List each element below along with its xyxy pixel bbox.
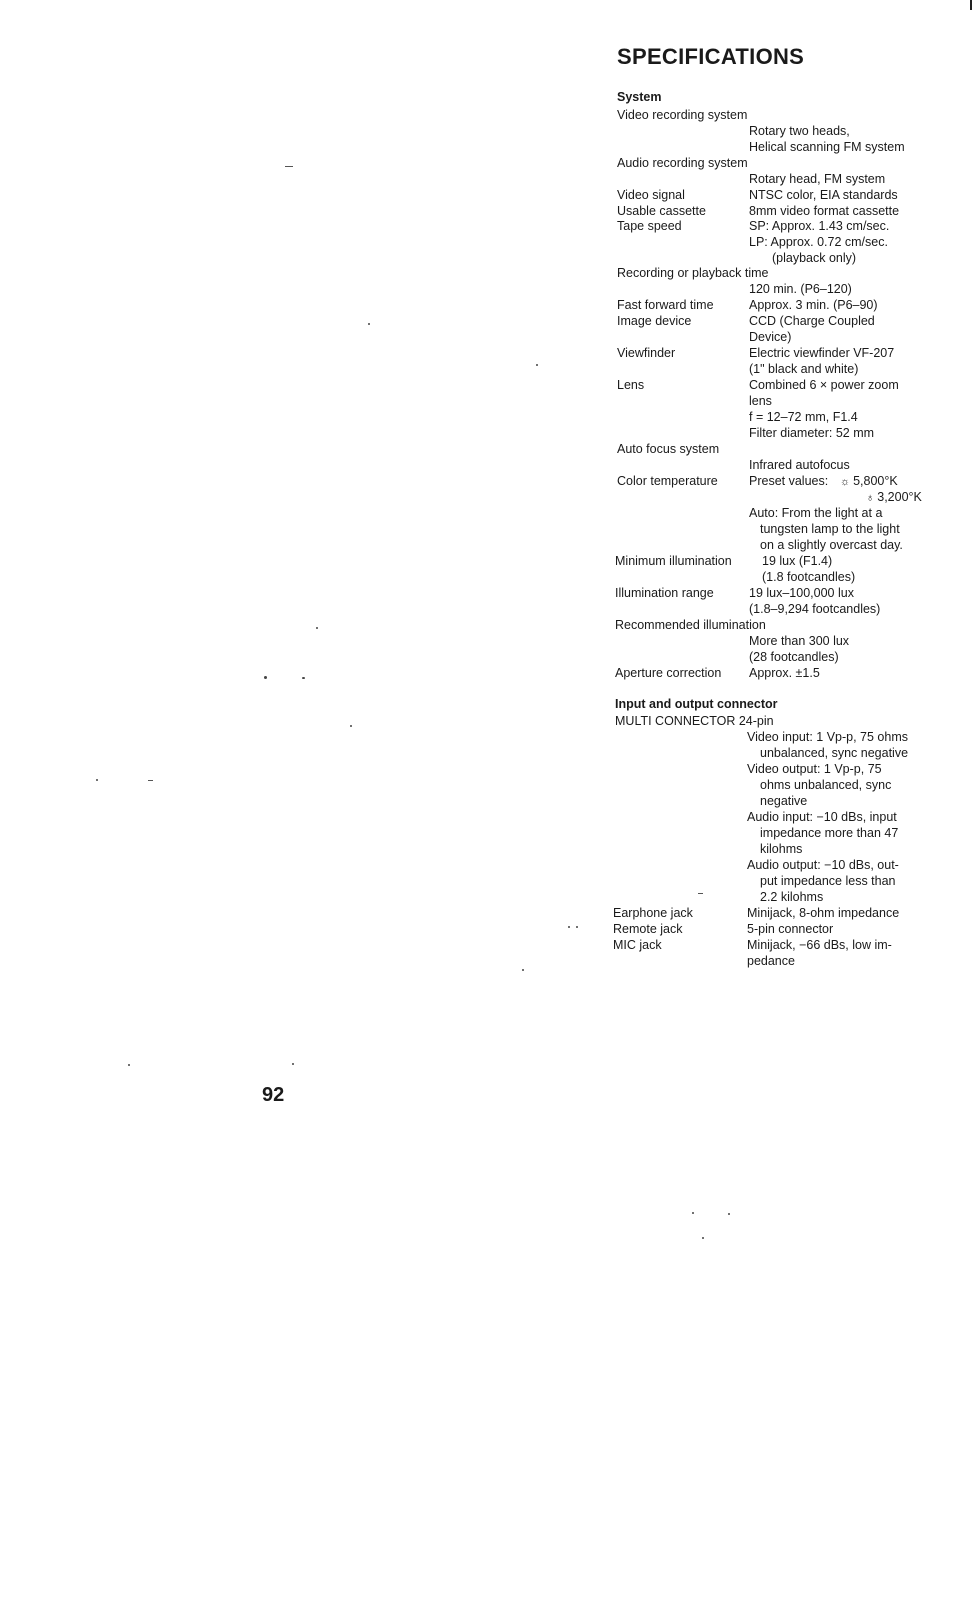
spec-value: pedance (747, 954, 795, 968)
scan-speck (728, 1213, 730, 1215)
spec-value: Filter diameter: 52 mm (749, 426, 875, 440)
spec-label: Auto focus system (617, 442, 720, 456)
spec-value: Device) (749, 330, 792, 344)
spec-value: More than 300 lux (749, 634, 850, 648)
spec-label: Lens (617, 378, 645, 392)
sun-icon: ☼ (840, 476, 851, 488)
spec-value: 19 lux–100,000 lux (749, 586, 854, 600)
spec-label: Remote jack (613, 922, 683, 936)
spec-value: Preset values: (749, 474, 829, 488)
spec-value: 5-pin connector (747, 922, 834, 936)
spec-value: Rotary two heads, (749, 124, 850, 138)
spec-label: Illumination range (615, 586, 714, 600)
spec-value: Auto: From the light at a (749, 506, 883, 520)
spec-value: LP: Approx. 0.72 cm/sec. (749, 235, 888, 249)
spec-label: Recording or playback time (617, 266, 769, 280)
spec-value: Approx. 3 min. (P6–90) (749, 298, 878, 312)
spec-label: Image device (617, 314, 692, 328)
spec-value: Audio input: −10 dBs, input (747, 810, 897, 824)
scan-mark (698, 893, 703, 894)
spec-value: Video input: 1 Vp-p, 75 ohms (747, 730, 908, 744)
preset-daylight (840, 473, 898, 490)
spec-label: Earphone jack (613, 906, 693, 920)
spec-label: Recommended illumination (615, 618, 766, 632)
scan-speck (576, 926, 578, 928)
spec-value: 8mm video format cassette (749, 204, 900, 218)
scan-speck (702, 1237, 704, 1239)
spec-value: kilohms (760, 842, 803, 856)
spec-value: 120 min. (P6–120) (749, 282, 852, 296)
spec-label: Video signal (617, 188, 685, 202)
scan-mark (285, 166, 293, 167)
spec-value: (1.8–9,294 footcandles) (749, 602, 881, 616)
spec-label: Fast forward time (617, 298, 714, 312)
spec-value: 19 lux (F1.4) (762, 554, 833, 568)
spec-value: on a slightly overcast day. (760, 538, 903, 552)
scan-speck (692, 1212, 694, 1214)
spec-label: Aperture correction (615, 666, 722, 680)
spec-value: (28 footcandles) (749, 650, 839, 664)
spec-value: Minijack, 8-ohm impedance (747, 906, 900, 920)
scan-speck (568, 926, 570, 928)
spec-label: MULTI CONNECTOR 24-pin (615, 714, 774, 728)
spec-value: Electric viewfinder VF-207 (749, 346, 895, 360)
spec-label: Viewfinder (617, 346, 676, 360)
spec-value: Approx. ±1.5 (749, 666, 820, 680)
spec-label: MIC jack (613, 938, 662, 952)
spec-label: Video recording system (617, 108, 748, 122)
spec-value: put impedance less than (760, 874, 896, 888)
spec-value: (1.8 footcandles) (762, 570, 856, 584)
spec-label: Usable cassette (617, 204, 706, 218)
spec-label: Minimum illumination (615, 554, 732, 568)
scan-speck (350, 725, 352, 727)
scan-speck (368, 323, 370, 325)
preset-value: 5,800°K (853, 474, 898, 488)
spec-value: NTSC color, EIA standards (749, 188, 898, 202)
spec-label: Color temperature (617, 474, 718, 488)
spec-value: lens (749, 394, 772, 408)
spec-value: f = 12–72 mm, F1.4 (749, 410, 858, 424)
spec-label: Tape speed (617, 219, 682, 233)
scan-speck (96, 779, 98, 781)
spec-value: Combined 6 × power zoom (749, 378, 899, 392)
spec-value: Rotary head, FM system (749, 172, 886, 186)
spec-value: impedance more than 47 (760, 826, 899, 840)
scan-speck (302, 677, 305, 679)
section-heading-system: System (617, 90, 662, 104)
scan-mark (148, 780, 153, 781)
spec-label: Audio recording system (617, 156, 748, 170)
scan-speck (522, 969, 524, 971)
lamp-icon: ♁ (866, 492, 875, 504)
spec-value: 2.2 kilohms (760, 890, 824, 904)
spec-value: tungsten lamp to the light (760, 522, 900, 536)
section-heading-io: Input and output connector (615, 697, 778, 711)
spec-value: Infrared autofocus (749, 458, 850, 472)
scan-speck (292, 1063, 294, 1065)
spec-value: negative (760, 794, 808, 808)
scan-speck (316, 627, 318, 629)
scan-speck (536, 364, 538, 366)
spec-value: Audio output: −10 dBs, out- (747, 858, 899, 872)
spec-value: unbalanced, sync negative (760, 746, 909, 760)
spec-value: Video output: 1 Vp-p, 75 (747, 762, 882, 776)
page-title: SPECIFICATIONS (617, 44, 805, 69)
spec-value: (playback only) (772, 251, 857, 265)
scan-speck (264, 676, 267, 679)
spec-value: (1" black and white) (749, 362, 859, 376)
spec-value: SP: Approx. 1.43 cm/sec. (749, 219, 890, 233)
spec-value: CCD (Charge Coupled (749, 314, 875, 328)
page-number: 92 (262, 1084, 285, 1106)
scan-speck (128, 1064, 130, 1066)
spec-value: Helical scanning FM system (749, 140, 905, 154)
spec-value: ohms unbalanced, sync (760, 778, 892, 792)
spec-value: Minijack, −66 dBs, low im- (747, 938, 892, 952)
preset-tungsten (866, 489, 922, 506)
preset-value: 3,200°K (877, 490, 922, 504)
